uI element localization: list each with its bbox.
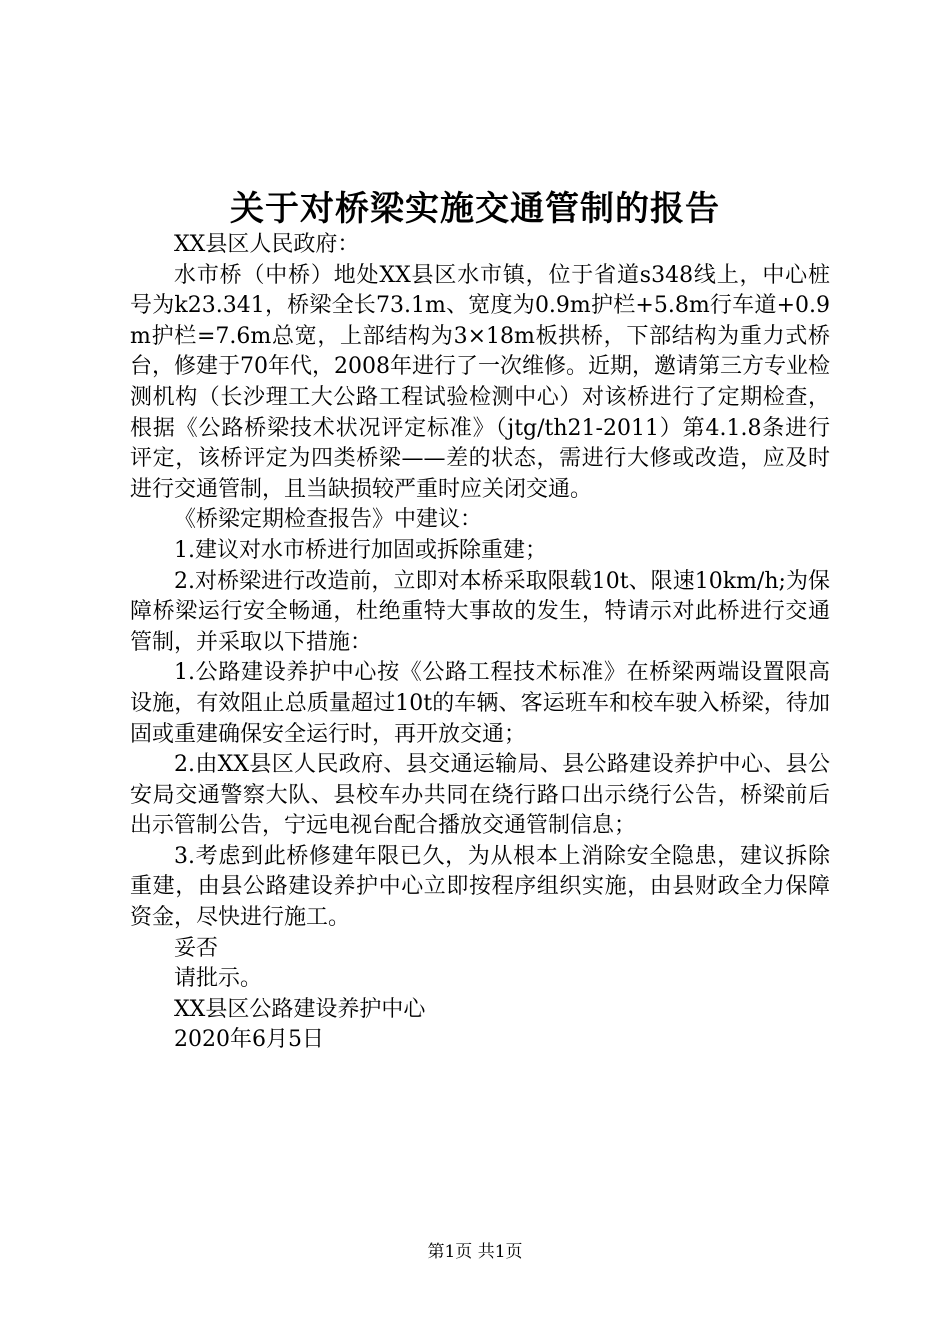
paragraph-report-suggestion: 《桥梁定期检查报告》中建议： — [174, 507, 483, 533]
request-text: 请批示。 — [174, 966, 263, 992]
paragraph-measure-3: 3.考虑到此桥修建年限已久，为从根本上消除安全隐患，建议拆除重建，由县公路建设养护中心立即按程序组织实施，由县财政全力保障资金，尽快进行施工。 — [130, 843, 830, 931]
paragraph-measure-1: 1.公路建设养护中心按《公路工程技术标准》在桥梁两端设置限高设施，有效阻止总质量超过10t的车辆、客运班车和校车驶入桥梁，待加固或重建确保安全运行时，再开放交通； — [130, 660, 830, 747]
page-footer: 第1页 共1页 — [427, 1242, 523, 1262]
paragraph-measure-2: 2.由XX县区人民政府、县交通运输局、县公路建设养护中心、县公安局交通警察大队、县校车办共同在绕行路口出示绕行公告，桥梁前后出示管制公告，宁远电视台配合播放交通管制信息； — [130, 752, 830, 839]
document-body — [130, 230, 830, 1056]
signature-date: 2020年6月5日 — [174, 1027, 324, 1053]
paragraph-suggestion-2: 2.对桥梁进行改造前，立即对本桥采取限载10t、限速10km/h;为保障桥梁运行安全畅通，杜绝重特大事故的发生，特请示对此桥进行交通管制，并采取以下措施： — [130, 568, 830, 655]
closing-text: 妥否 — [174, 935, 219, 961]
signature-organization: XX县区公路建设养护中心 — [174, 996, 426, 1022]
paragraph-suggestion-1: 1.建议对水市桥进行加固或拆除重建； — [174, 537, 547, 563]
document-title: 关于对桥梁实施交通管制的报告 — [230, 189, 720, 229]
paragraph-bridge-description: 水市桥（中桥）地处XX县区水市镇，位于省道s348线上，中心桩号为k23.341，桥梁全长73.1m、宽度为0.9m护栏+5.8m行车道+0.9m护栏=7.6m总宽，上部结构为3×18m板拱桥，下部结构为重力式桥台，修建于70年代，2008年进行了一次维修。近期，邀请第三方专业检测机构（长沙理工大公路工程试验检测中心）对该桥进行了定期检查，根据《公路桥梁技术状况评定标准》（jtg/th21-2011）第4.1.8条进行评定，该桥评定为四类桥梁——差的状态，需进行大修或改造，应及时进行交通管制，且当缺损较严重时应关闭交通。 — [130, 262, 830, 502]
salutation: XX县区人民政府： — [174, 232, 360, 257]
